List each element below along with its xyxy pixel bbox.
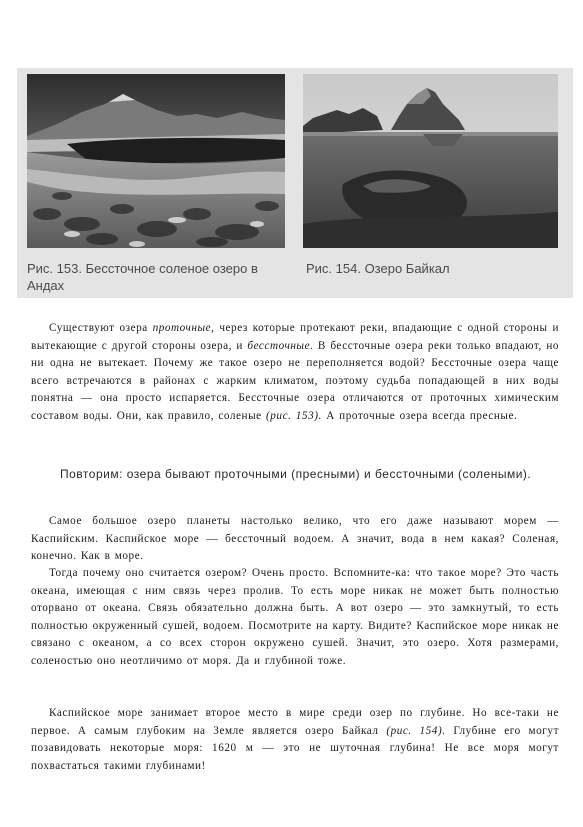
figure-ref-153: (рис. 153). — [266, 409, 322, 422]
text-run: Существуют озера — [49, 322, 153, 334]
lake-baikal-photo — [303, 74, 558, 248]
text-run: В бессточные озера реки только впадают, но ни одна не вытекает. Почему же такое озеро не переполняется водой? Бессточные озера чаще всего встречаются в районах с жарким климатом, поэтому судьба попадающей в них воды понятна — она просто испаряется. Бессточные озера отличаются от проточных химическим составом воды. Они, как правило, соленые — [31, 339, 559, 422]
term-endorheic: бессточные. — [247, 339, 314, 352]
text-run: А проточные озера всегда пресные. — [321, 409, 518, 422]
figure-ref-154: (рис. 154). — [386, 724, 446, 737]
paragraph-baikal-depth — [31, 705, 559, 775]
review-callout: Повторим: озера бывают проточными (пресными) и бессточными (солеными). — [60, 467, 532, 481]
text-run: через которые протекают реки, впадающие с одной стороны и вытекающие с другой стороны озера, и — [31, 322, 559, 352]
andes-salt-lake-photo — [27, 74, 285, 248]
paragraph-lake-types — [31, 320, 559, 426]
paragraph-caspian-sea: Самое большое озеро планеты настолько велико, что его даже называют морем — Каспийским. Каспийское море — бессточный водоем. А значит, вода в нем какая? Соленая, конечно. Как в море. — [31, 515, 559, 563]
figure-153-caption: Рис. 153. Бессточное соленое озеро в Андах — [27, 261, 258, 293]
paragraph-why-lake: Тогда почему оно считается озером? Очень просто. Вспомните-ка: что такое море? Это часть океана, имеющая с ним связь через пролив. То есть море никак не может быть полностью оторвано от океана. Связь обязательно должна быть. А вот озеро — это замкнутый, то есть полностью окруженный сушей, водоем. Посмотрите на карту. Видите? Каспийское море никак не связано с океаном, а со всех сторон окружено сушей. Значит, это озеро. Хотя размерами, соленостью оно неотличимо от моря. Да и глубиной тоже. — [31, 567, 559, 667]
text-run: Глубине его могут позавидовать некоторые моря: 1620 м — это не шуточная глубина! Не все моря могут похвастаться такими глубинами! — [31, 724, 560, 772]
term-flowing: проточные, — [152, 322, 215, 334]
text-run: Каспийское море занимает второе место в мире среди озер по глубине. Но все-таки не первое. А самым глубоким на Земле является озеро Байкал — [31, 707, 559, 737]
figure-154-caption: Рис. 154. Озеро Байкал — [306, 261, 450, 276]
